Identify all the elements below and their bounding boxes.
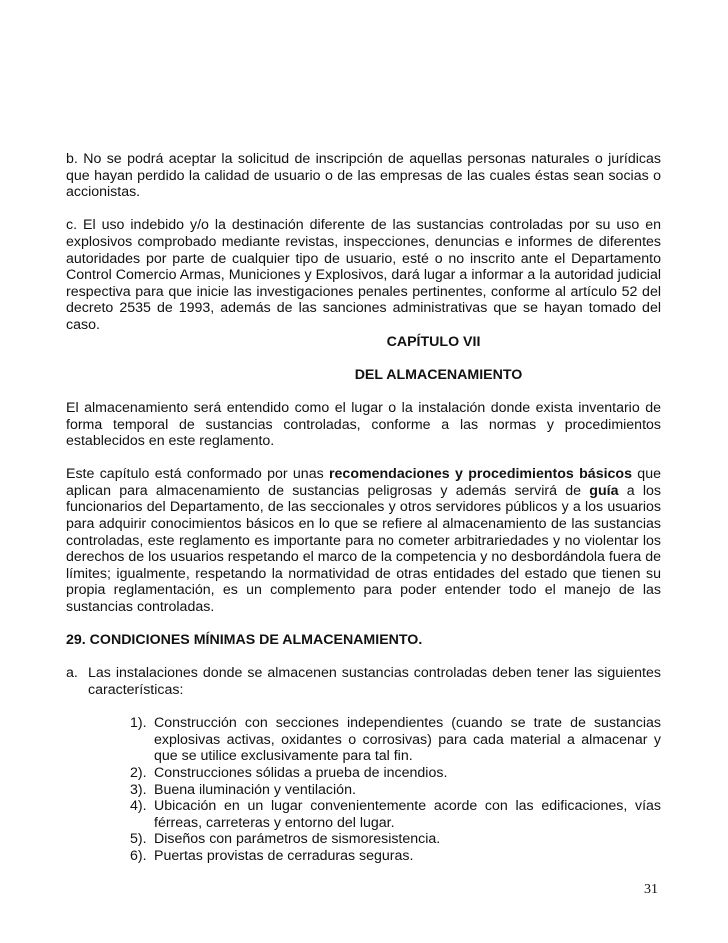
sub-list	[66, 715, 661, 864]
sub-item-1	[130, 715, 661, 765]
sub-item-6	[130, 848, 661, 865]
desc-bold-1: recomendaciones y procedimientos básicos	[329, 466, 632, 483]
list-item-a-marker: a.	[66, 665, 78, 682]
sub-item-text: Diseños con parámetros de sismoresistencia.	[154, 831, 441, 848]
page-content	[66, 151, 661, 865]
desc-bold-2: guía	[589, 482, 619, 499]
paragraph-b: b. No se podrá aceptar la solicitud de inscripción de aquellas personas naturales o jurídicas que hayan perdido la calidad de usuario o de las empresas de las cuales éstas sean socias o accionistas.	[66, 151, 661, 201]
chapter-number: CAPÍTULO VII	[386, 333, 481, 350]
sub-item-number: 6).	[130, 847, 147, 864]
sub-item-text: Puertas provistas de cerraduras seguras.	[154, 847, 414, 864]
desc-part-3: a los funcionarios del Departamento, de las seccionales y otros servidores públicos y a los usuarios para adquirir conocimientos básicos en lo que se refiere al almacenamiento de las sustancias controladas, este reglamento es importante para no cometer arbitrariedades y no violentar los derechos de los usuarios respetando el marco de la competencia y no desbordándola fuera de límites; igualmente, respetando la normatividad de otras entidades del estado que tienen su propia reglamentación, es un complemento para poder entender todo el manejo de las sustancias controladas.	[66, 482, 661, 616]
sub-item-2	[130, 765, 661, 782]
desc-part-1: Este capítulo está conformado por unas	[66, 466, 330, 483]
sub-item-text: Buena iluminación y ventilación.	[154, 781, 356, 798]
list-item-a	[66, 665, 661, 698]
sub-item-number: 5).	[130, 831, 147, 848]
sub-item-number: 2).	[130, 764, 147, 781]
desc-part-2: que aplican para almacenamiento de sustancias peligrosas y además servirá de	[66, 466, 661, 499]
sub-item-text: Construcción con secciones independientes (cuando se trate de sustancias explosivas activas, oxidantes o corrosivas) para cada material a almacenar y que se utilice exclusivamente para tal fin.	[154, 715, 661, 765]
list-item-a-text: Las instalaciones donde se almacenen sustancias controladas deben tener las siguientes características:	[88, 665, 661, 698]
paragraph-c: c. El uso indebido y/o la destinación diferente de las sustancias controladas por su uso en explosivos comprobado mediante revistas, inspecciones, denuncias e informes de diferentes autoridades por parte de cualquier tipo de usuario, esté o no inscrito ante el Departamento Control Comercio Armas, Municiones y Explosivos, dará lugar a informar a la autoridad judicial respectiva para que inicie las investigaciones penales pertinentes, conforme al artículo 52 del decreto 2535 de 1993, además de las sanciones administrativas que se hayan tomado del caso.	[66, 217, 661, 333]
sub-item-number: 4).	[130, 798, 147, 815]
sub-item-number: 1).	[130, 715, 147, 732]
chapter-description	[66, 466, 661, 615]
intro-paragraph: El almacenamiento será entendido como el lugar o la instalación donde exista inventario de forma temporal de sustancias controladas, conforme a las normas y procedimientos establecidos en este reglamento.	[66, 399, 661, 450]
chapter-title: DEL ALMACENAMIENTO	[354, 366, 523, 383]
sub-item-number: 3).	[130, 781, 147, 798]
sub-item-text: Construcciones sólidas a prueba de incendios.	[154, 764, 448, 781]
page-number: 31	[644, 882, 658, 897]
sub-item-5	[130, 831, 661, 848]
sub-item-4	[130, 798, 661, 831]
sub-item-text: Ubicación en un lugar convenientemente acorde con las edificaciones, vías férreas, carreteras y entorno del lugar.	[154, 798, 661, 831]
sub-item-3	[130, 782, 661, 799]
section-title: 29. CONDICIONES MÍNIMAS DE ALMACENAMIENTO.	[66, 632, 423, 649]
